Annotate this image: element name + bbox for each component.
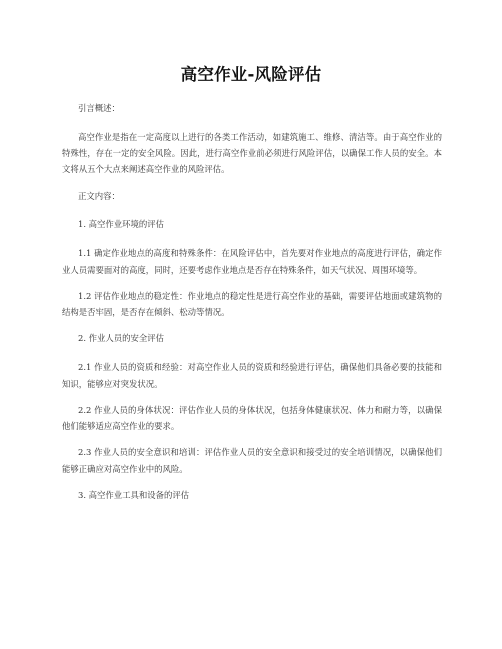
document-body — [62, 100, 442, 516]
section-2-2-paragraph: 2.2 作业人员的身体状况：评估作业人员的身体状况，包括身体健康状况、体力和耐力等，以确保他们能够适应高空作业的要求。 — [62, 404, 442, 432]
intro-heading: 引言概述： — [78, 103, 120, 113]
section-2-heading: 2. 作业人员的安全评估 — [78, 333, 165, 344]
section-1-heading: 1. 高空作业环境的评估 — [78, 219, 165, 230]
intro-paragraph: 高空作业是指在一定高度以上进行的各类工作活动，如建筑施工、维修、清洁等。由于高空作业的特殊性，存在一定的安全风险。因此，进行高空作业前必须进行风险评估，以确保工作人员的安全。本文将从五个大点来阐述高空作业的风险评估。 — [62, 131, 442, 175]
section-1-2-paragraph: 1.2 评估作业地点的稳定性：作业地点的稳定性是进行高空作业的基础，需要评估地面或建筑物的结构是否牢固，是否存在倾斜、松动等情况。 — [62, 290, 442, 318]
section-2-1-paragraph: 2.1 作业人员的资质和经验：对高空作业人员的资质和经验进行评估，确保他们具备必要的技能和知识，能够应对突发状况。 — [62, 362, 442, 389]
section-3-heading: 3. 高空作业工具和设备的评估 — [78, 490, 190, 501]
document-title: 高空作业-风险评估 — [180, 65, 322, 84]
section-2-3-paragraph: 2.3 作业人员的安全意识和培训：评估作业人员的安全意识和接受过的安全培训情况，以确保他们能够正确应对高空作业中的风险。 — [62, 447, 442, 474]
main-heading: 正文内容： — [78, 190, 120, 201]
section-1-1-paragraph: 1.1 确定作业地点的高度和特殊条件：在风险评估中，首先要对作业地点的高度进行评估，确定作业人员需要面对的高度，同时，还要考虑作业地点是否存在特殊条件，如天气状况、周围环境等。 — [62, 248, 442, 275]
